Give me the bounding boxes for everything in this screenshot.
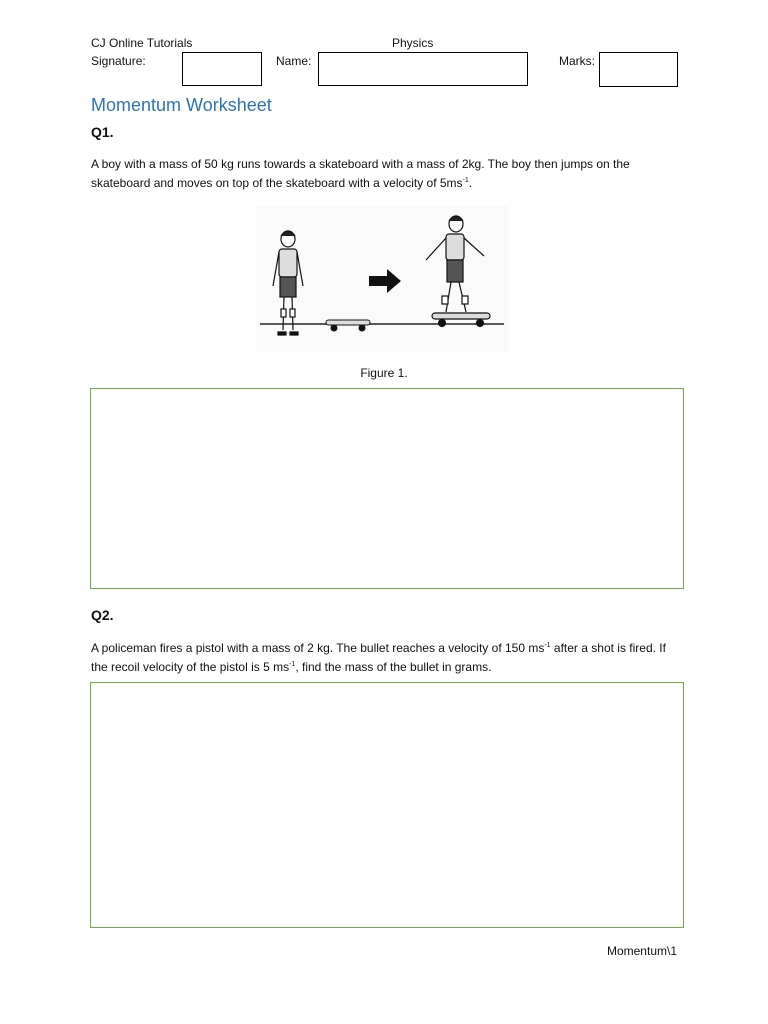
signature-label: Signature: — [91, 54, 146, 68]
page-footer: Momentum\1 — [606, 944, 677, 958]
q1-answer-box[interactable] — [90, 388, 684, 589]
q1-label: Q1. — [91, 124, 114, 140]
subject-label: Physics — [392, 36, 434, 50]
marks-label: Marks: — [559, 54, 595, 68]
signature-field[interactable] — [182, 52, 262, 86]
name-field[interactable] — [318, 52, 528, 86]
org-name: CJ Online Tutorials — [91, 36, 193, 50]
q2-text: A policeman fires a pistol with a mass of 2 kg. The bullet reaches a velocity of 150 $ms^{-1}$ after a shot is fired. If the recoil velocity of the pistol is 5 $ms^{-1}$, find the mass of the bullet in grams. — [91, 641, 666, 674]
q2-label: Q2. — [91, 607, 114, 623]
q2-answer-box[interactable] — [90, 682, 684, 928]
marks-field[interactable] — [599, 52, 678, 87]
q1-text: A boy with a mass of 50 kg runs towards a skateboard with a mass of 2kg. The boy then jumps on the skateboard and moves on top of the skateboard with a velocity of $5ms^{-1}$. — [91, 157, 630, 190]
page-title: Momentum Worksheet — [91, 95, 272, 115]
name-label: Name: — [276, 54, 312, 68]
figure-caption: Figure 1. — [360, 366, 408, 380]
figure-1-illustration — [256, 206, 508, 352]
